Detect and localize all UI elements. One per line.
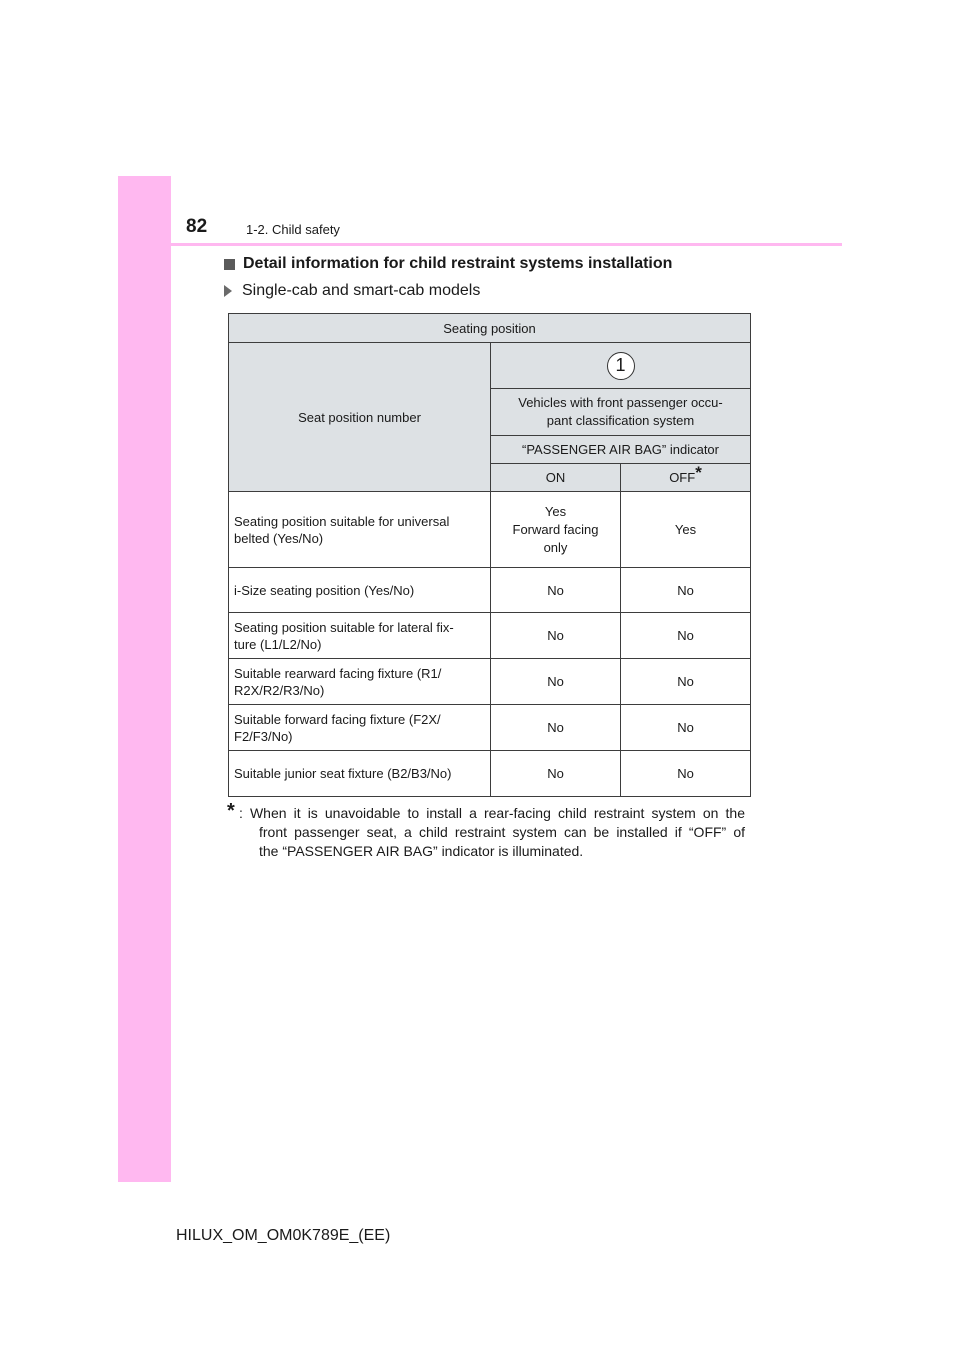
row-off-value: No — [621, 613, 751, 659]
row-label-line: belted (Yes/No) — [234, 530, 324, 546]
row-label — [229, 613, 491, 659]
row-on-line: Yes — [544, 503, 567, 519]
footnote-line: the “PASSENGER AIR BAG” indicator is illuminated. — [259, 843, 584, 859]
header-rule — [118, 243, 842, 246]
row-label-line: Seating position suitable for universal — [234, 513, 450, 529]
row-label-line: Suitable forward facing fixture (F2X/ — [234, 711, 441, 727]
seating-position-table — [228, 313, 751, 797]
row-on-value: No — [491, 705, 621, 751]
table-row — [229, 705, 751, 751]
row-on-value: No — [491, 659, 621, 705]
row-on-value — [491, 492, 621, 568]
sub-heading-text: Single-cab and smart-cab models — [242, 282, 481, 299]
table-title: Seating position — [229, 314, 751, 343]
table-row — [229, 568, 751, 613]
row-label — [229, 705, 491, 751]
row-label-line: Suitable rearward facing fixture (R1/ — [234, 665, 442, 681]
row-on-line: Forward facing — [512, 521, 599, 537]
indicator-label: “PASSENGER AIR BAG” indicator — [491, 436, 751, 464]
classification-line-1: Vehicles with front passenger occu- — [518, 395, 723, 410]
footnote-star: * — [227, 800, 235, 822]
row-on-value: No — [491, 568, 621, 613]
pink-side-tab — [118, 176, 171, 1182]
footnote-line: : When it is unavoidable to install a rear-facing child restraint system on the — [239, 805, 745, 821]
col-off-text: OFF — [669, 470, 696, 485]
table-row — [229, 659, 751, 705]
square-bullet-icon — [224, 259, 235, 270]
row-label: i-Size seating position (Yes/No) — [229, 568, 491, 613]
table-row — [229, 492, 751, 568]
row-on-value: No — [491, 613, 621, 659]
col-off — [621, 464, 751, 492]
heading-text: Detail information for child restraint systems installation — [243, 255, 673, 272]
document-id-footer: HILUX_OM_OM0K789E_(EE) — [176, 1227, 391, 1244]
footnote-line: front passenger seat, a child restraint system can be installed if “OFF” of — [259, 824, 745, 840]
row-off-value: No — [621, 751, 751, 797]
row-label-line: Seating position suitable for lateral fix- — [234, 619, 454, 635]
classification-system-label — [491, 389, 751, 436]
row-label-line: R2X/R2/R3/No) — [234, 682, 325, 698]
footnote-text — [239, 804, 745, 861]
section-title: 1-2. Child safety — [246, 222, 340, 237]
row-on-value: No — [491, 751, 621, 797]
row-off-value: No — [621, 659, 751, 705]
sub-heading — [224, 282, 480, 300]
section-heading — [224, 255, 672, 273]
row-off-value: No — [621, 705, 751, 751]
row-on-line: only — [543, 539, 568, 555]
table-header-row — [229, 343, 751, 389]
row-off-value: Yes — [621, 492, 751, 568]
page-number: 82 — [186, 216, 208, 237]
row-label-line: F2/F3/No) — [234, 728, 293, 744]
seat-number-cell — [491, 343, 751, 389]
row-label — [229, 659, 491, 705]
footnote-mark: * — [695, 463, 702, 482]
table-row — [229, 613, 751, 659]
row-label: Suitable junior seat fixture (B2/B3/No) — [229, 751, 491, 797]
table-title-row — [229, 314, 751, 343]
classification-line-2: pant classification system — [546, 413, 695, 428]
col-on: ON — [491, 464, 621, 492]
table-row — [229, 751, 751, 797]
row-label-line: ture (L1/L2/No) — [234, 636, 322, 652]
seat-number-circle: 1 — [607, 352, 635, 380]
row-off-value: No — [621, 568, 751, 613]
seat-position-number-label: Seat position number — [229, 343, 491, 492]
triangle-bullet-icon — [224, 285, 232, 297]
row-label — [229, 492, 491, 568]
